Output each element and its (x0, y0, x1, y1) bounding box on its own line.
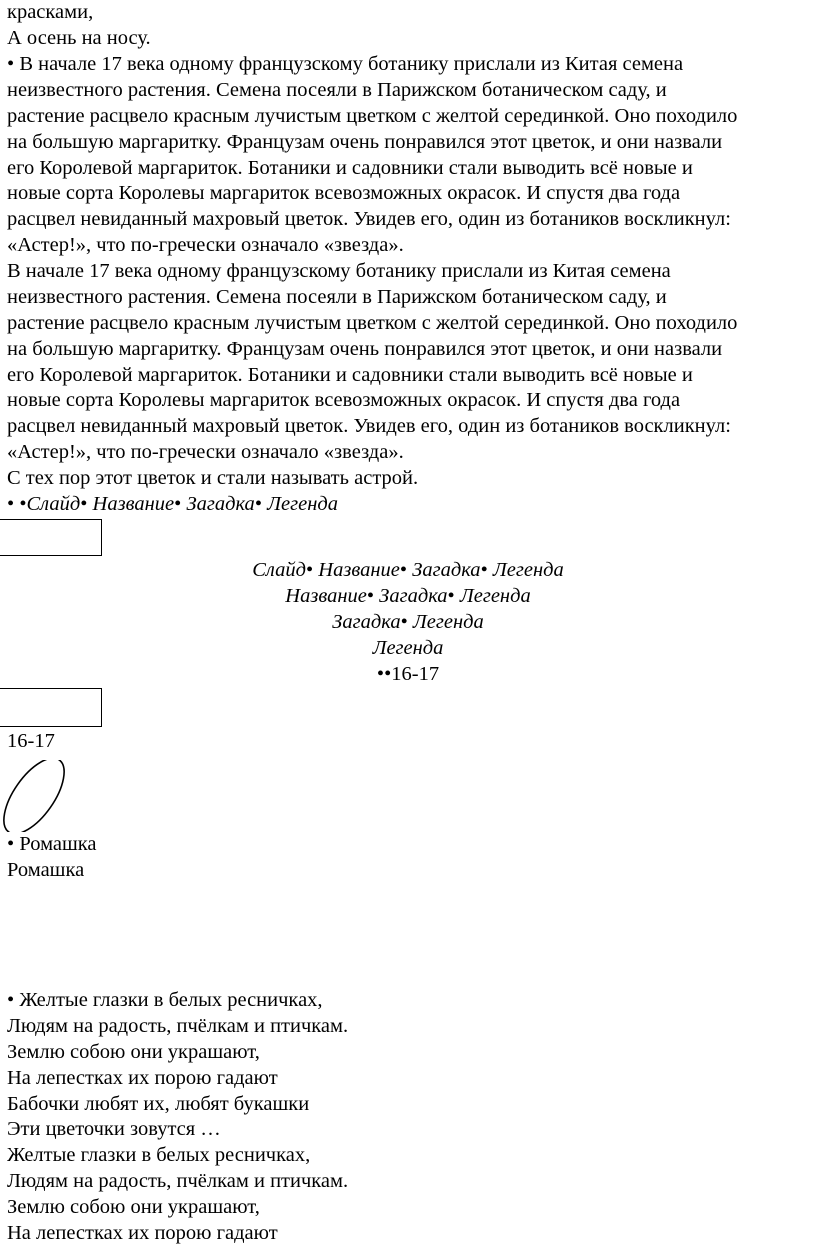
ellipse-shape (0, 760, 72, 832)
empty-frame-1 (0, 519, 102, 556)
bullet-icon: • (7, 493, 15, 515)
legend-1-line: • В начале 17 века одному французскому ботанику прислали из Китая семена (7, 53, 684, 75)
nav-slide-link[interactable]: Слайд (252, 559, 306, 581)
riddle-line: Людям на радость, пчёлкам и птичкам. (7, 1014, 349, 1037)
legend-2-line: неизвестного растения. Семена посеяли в Парижском ботаническом саду, и (7, 285, 667, 308)
legend-2-line: В начале 17 века одному французскому ботанику прислали из Китая семена (7, 260, 671, 282)
nav-cascade-line-1 (0, 558, 816, 584)
legend-2-line: новые сорта Королевы маргариток всевозможных окрасок. И спустя два года (7, 389, 681, 412)
bullet-icon: • (400, 610, 408, 633)
legend-1-line: расцвел невиданный махровый цветок. Увидев его, один из ботаников воскликнул: (7, 208, 731, 231)
legend-block-1 (7, 52, 737, 259)
bullet-icon: • (7, 833, 15, 855)
bullet-icon: • (7, 989, 15, 1011)
legend-1-line: «Астер!», что по-гречески означало «звезда». (7, 234, 404, 257)
bullet-icon: • (7, 53, 15, 75)
nav-riddle-link[interactable]: Загадка (412, 559, 481, 581)
nav-name-link[interactable]: Название (285, 584, 367, 607)
nav-riddle-link[interactable]: Загадка (332, 610, 401, 633)
riddle-line: Желтые глазки в белых ресничках, (7, 1144, 311, 1167)
legend-2-line: его Королевой маргариток. Ботаники и садовники стали выводить всё новые и (7, 363, 693, 386)
legend-1-line: растение расцвело красным лучистым цветком с желтой серединкой. Оно походило (7, 104, 738, 127)
nav-legend-link[interactable]: Легенда (492, 559, 564, 581)
nav-cascade-line-5 (0, 662, 816, 688)
bullet-icon: • (376, 662, 385, 685)
nav-cascade-line-4[interactable]: Легенда (372, 636, 444, 659)
nav-legend-link[interactable]: Легенда (267, 493, 338, 515)
riddle-line: Бабочки любят их, любят букашки (7, 1092, 310, 1115)
legend-2-line: растение расцвело красным лучистым цветком с желтой серединкой. Оно походило (7, 311, 738, 334)
riddle-line: Эти цветочки зовутся … (7, 1118, 221, 1141)
intro-line-1: красками, (7, 1, 94, 23)
legend-1-line: его Королевой маргариток. Ботаники и садовники стали выводить всё новые и (7, 156, 693, 179)
riddle-line: На лепестках их порою гадают (7, 1066, 278, 1089)
years-label: 16-17 (391, 662, 440, 685)
bullet-icon: • (19, 493, 27, 515)
years-text: 16-17 (7, 730, 55, 752)
bullet-icon: • (384, 662, 392, 685)
riddle-line: • Желтые глазки в белых ресничках, (7, 989, 323, 1011)
flower-line-2: Ромашка (7, 859, 85, 881)
nav-cascade-line-2 (0, 584, 816, 610)
legend-1-line: неизвестного растения. Семена посеяли в Парижском ботаническом саду, и (7, 78, 667, 101)
legend-2-line: на большую маргаритку. Французам очень понравился этот цветок, и они назвали (7, 337, 723, 360)
riddle-line: Землю собою они украшают, (7, 1196, 260, 1219)
nav-line-1 (7, 492, 338, 518)
nav-legend-link[interactable]: Легенда (459, 584, 531, 607)
riddle-line: Людям на радость, пчёлкам и птичкам. (7, 1170, 349, 1193)
legend-1-line: новые сорта Королевы маргариток всевозможных окрасок. И спустя два года (7, 182, 681, 205)
flower-line-1 (7, 832, 97, 858)
bullet-icon: • (447, 584, 455, 607)
legend-block-2 (7, 259, 737, 492)
nav-cascade (0, 558, 816, 687)
bullet-icon: • (366, 584, 375, 607)
bullet-icon: • (174, 493, 182, 515)
riddle-block (7, 988, 348, 1247)
nav-name-link[interactable]: Название (318, 559, 400, 581)
empty-frame-2 (0, 688, 102, 727)
bullet-icon: • (80, 493, 88, 515)
conclusion-line: С тех пор этот цветок и стали называть астрой. (7, 467, 419, 490)
intro-line-2: А осень на носу. (7, 27, 151, 49)
riddle-line: На лепестках их порою гадают (7, 1222, 278, 1245)
nav-name-link[interactable]: Название (92, 493, 175, 515)
nav-slide-link[interactable]: Слайд (26, 493, 81, 515)
nav-riddle-link[interactable]: Загадка (186, 493, 255, 515)
flower-name: Ромашка (19, 833, 97, 855)
nav-riddle-link[interactable]: Загадка (379, 584, 448, 607)
ellipse-outline (0, 760, 72, 832)
riddle-line: Землю собою они украшают, (7, 1040, 260, 1063)
bullet-icon: • (399, 559, 408, 581)
bullet-icon: • (305, 559, 314, 581)
legend-2-line: «Астер!», что по-гречески означало «звезда». (7, 441, 404, 464)
nav-legend-link[interactable]: Легенда (412, 610, 484, 633)
bullet-icon: • (480, 559, 488, 581)
legend-1-line: на большую маргаритку. Французам очень понравился этот цветок, и они назвали (7, 130, 723, 153)
bullet-icon: • (254, 493, 262, 515)
nav-cascade-line-3 (0, 610, 816, 636)
legend-2-line: расцвел невиданный махровый цветок. Увидев его, один из ботаников воскликнул: (7, 415, 731, 438)
